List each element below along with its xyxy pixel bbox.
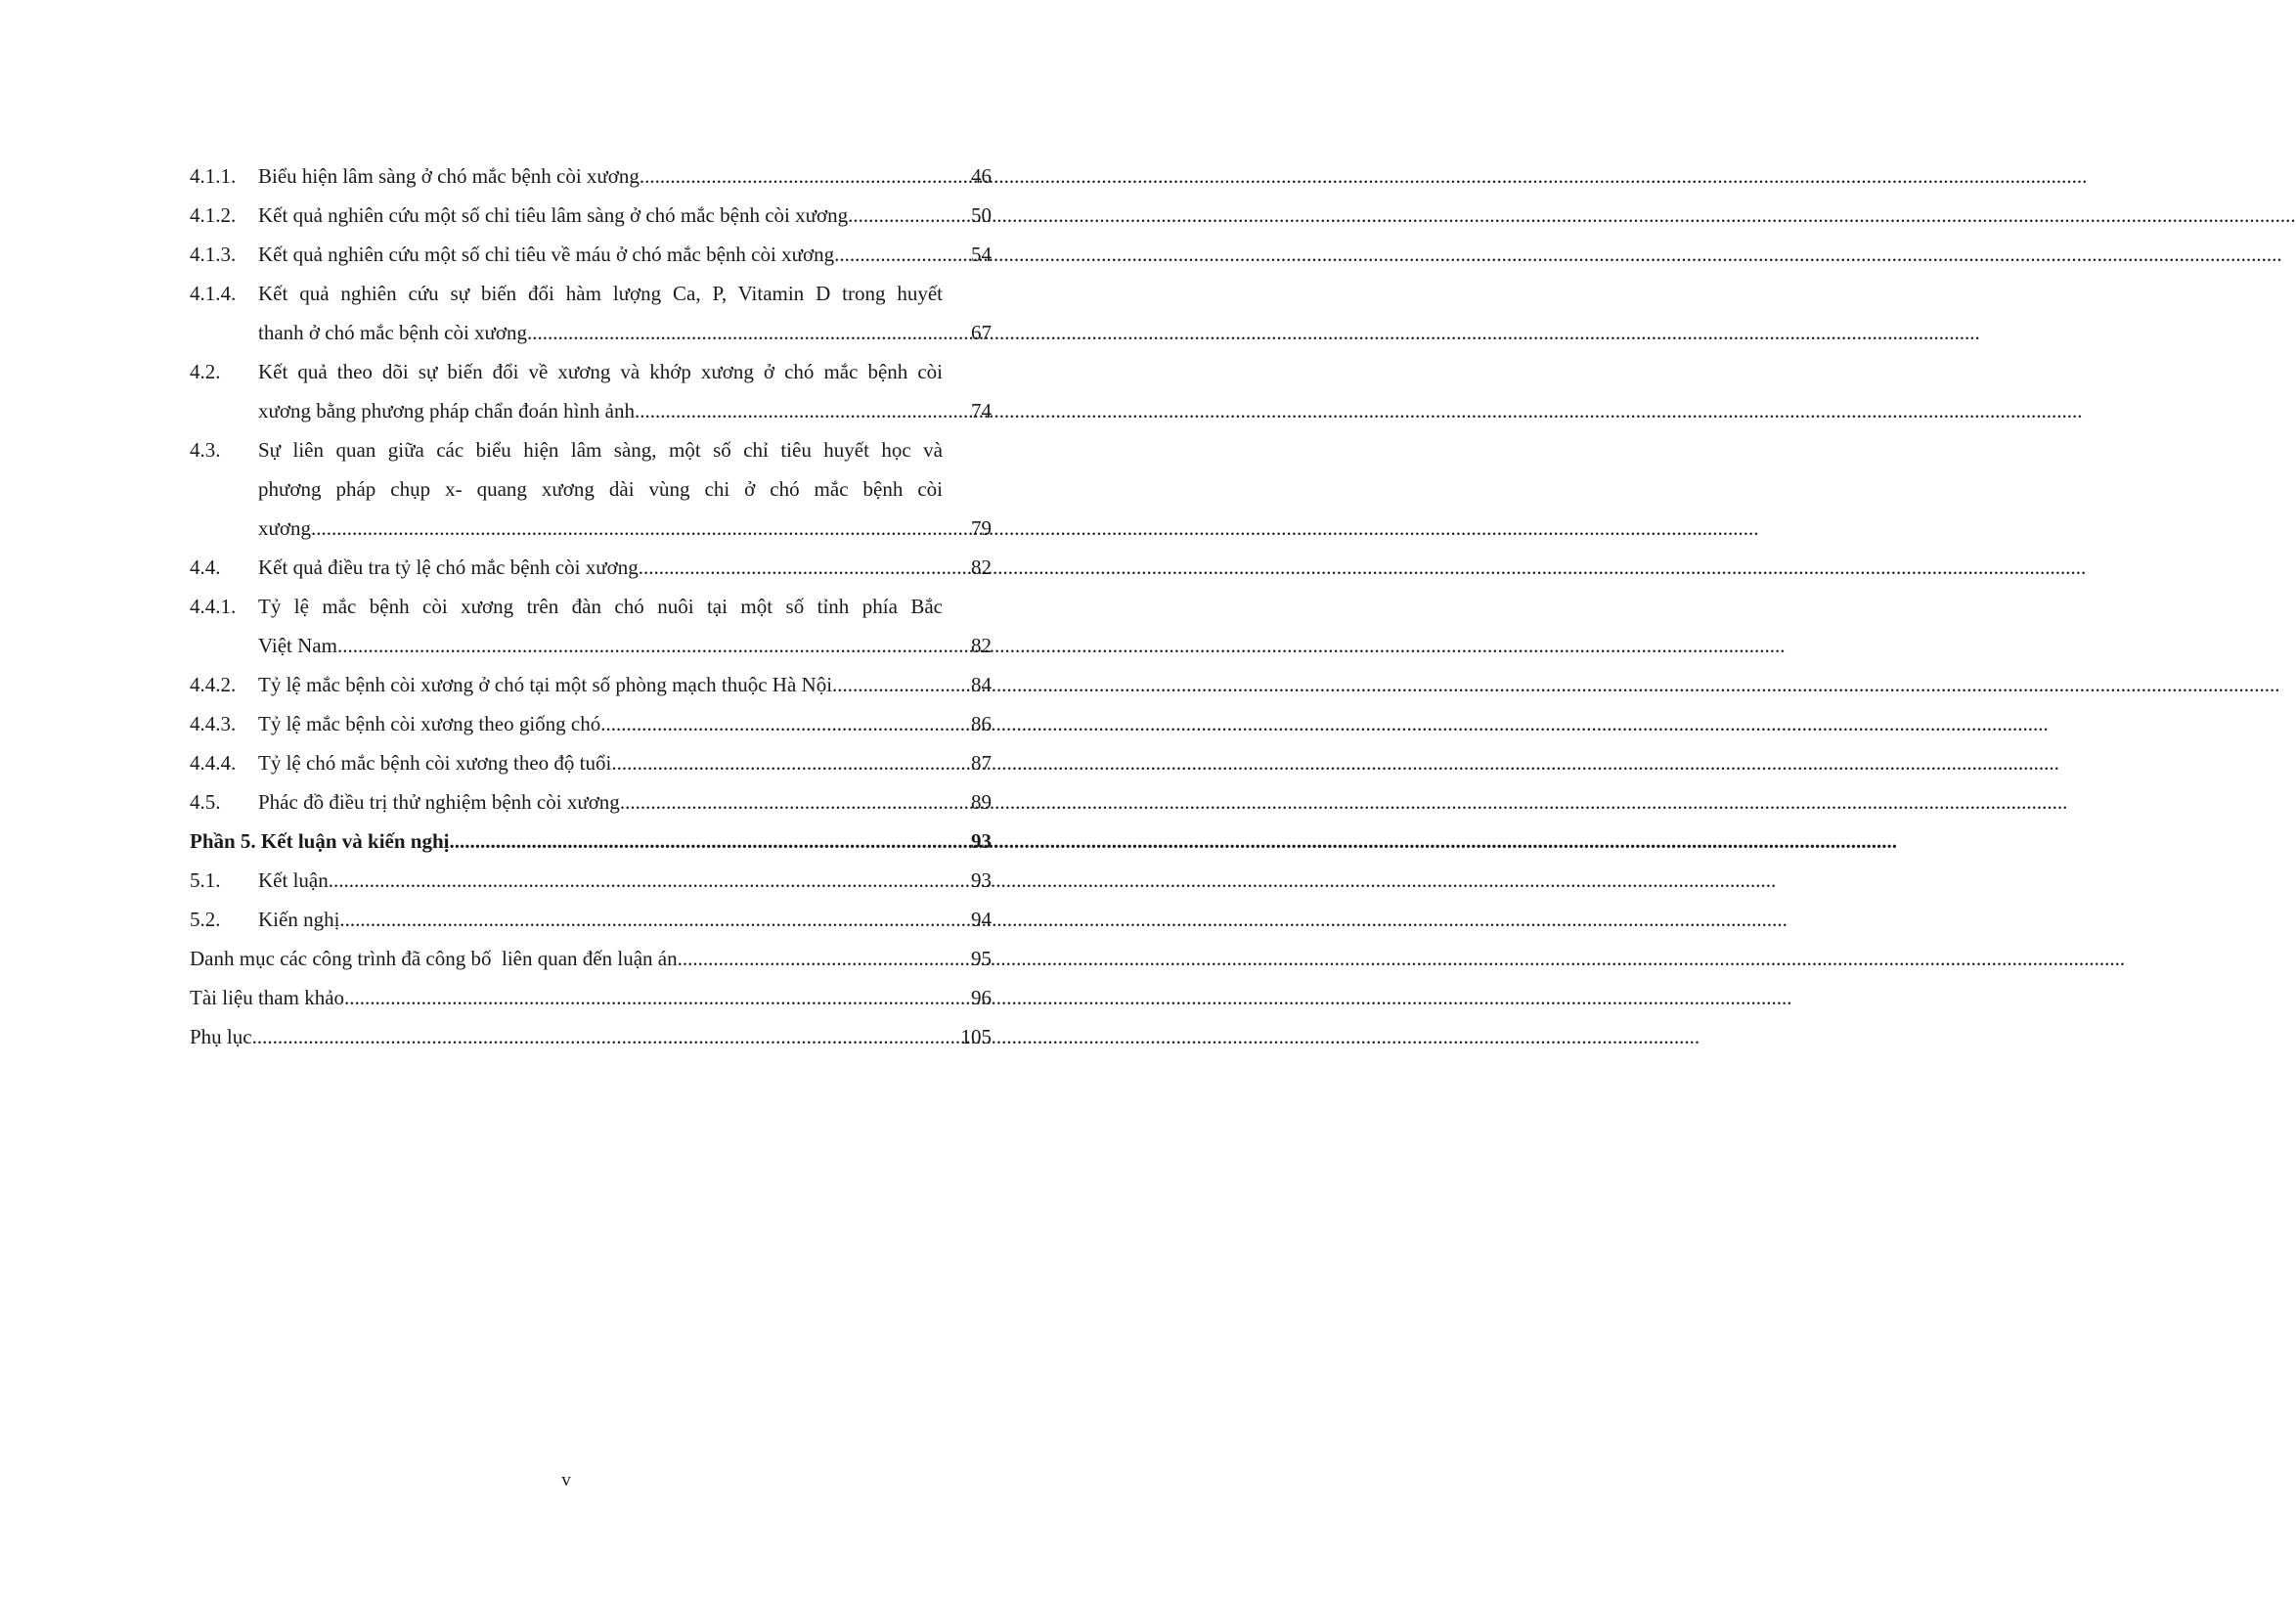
toc-title: Kết quả điều tra tỷ lệ chó mắc bệnh còi xương [258,556,639,579]
toc-title: Phụ lục [190,1025,252,1048]
toc-entry-publications[interactable] [190,939,992,978]
toc-title-line-1: Kết quả nghiên cứu sự biến đổi hàm lượng Ca, P, Vitamin D trong huyết [258,282,943,305]
toc-entry-appendix[interactable] [190,1017,992,1056]
dot-leader [600,704,971,743]
toc-page: 89 [971,790,992,814]
toc-number: 4.4.1. [190,595,237,618]
toc-number: 5.2. [190,908,221,931]
dot-leader [635,391,971,430]
toc-page: 94 [971,908,992,931]
toc-entry-4-4[interactable] [190,548,992,587]
toc-title-line-2: phương pháp chụp x- quang xương dài vùng chi ở chó mắc bệnh còi [258,477,943,501]
toc-title: Phác đồ điều trị thử nghiệm bệnh còi xương [258,790,620,814]
toc-page: 93 [971,868,992,892]
dot-leader [252,1017,961,1056]
dot-leader [532,313,971,352]
toc-entry-4-1-3[interactable] [190,235,992,274]
toc-page: 54 [971,243,992,266]
toc-title: Kết quả nghiên cứu một số chỉ tiêu lâm sàng ở chó mắc bệnh còi xương [258,203,849,227]
toc-title-line-1: Kết quả theo dõi sự biến đổi về xương và khớp xương ở chó mắc bệnh còi [258,360,943,383]
toc-entry-references[interactable] [190,978,992,1017]
toc-entry-4-4-1[interactable] [190,587,992,665]
toc-entry-5-2[interactable] [190,900,992,939]
toc-title: Tỷ lệ mắc bệnh còi xương ở chó tại một số phòng mạch thuộc Hà Nội [258,673,833,696]
toc-entry-4-4-2[interactable] [190,665,992,704]
toc-title-line-2: xương bằng phương pháp chẩn đoán hình ảnh [258,399,635,422]
toc-entry-4-4-4[interactable] [190,743,992,782]
toc-number: 4.4.3. [190,712,237,735]
dot-leader [639,548,971,587]
toc-title: Kiến nghị [258,908,340,931]
toc-entry-part-5[interactable] [190,822,992,861]
toc-page: 74 [971,399,992,422]
toc-number: 4.5. [190,790,221,814]
toc-title: Tỷ lệ mắc bệnh còi xương theo giống chó [258,712,601,735]
dot-leader [344,978,971,1017]
toc-number: 4.2. [190,360,221,383]
toc-entry-4-3[interactable] [190,430,992,548]
dot-leader [678,939,971,978]
toc-title: Kết quả nghiên cứu một số chỉ tiêu về máu ở chó mắc bệnh còi xương [258,243,835,266]
toc-number: 4.4.4. [190,751,237,775]
table-of-contents [190,156,992,1056]
toc-title-line-3: xương [258,516,311,540]
toc-title-line-2: Việt Nam [258,634,337,657]
toc-page: 79 [971,516,992,540]
dot-leader [329,861,971,900]
toc-entry-5-1[interactable] [190,861,992,900]
toc-title-line-2: thanh ở chó mắc bệnh còi xương. [258,321,533,344]
dot-leader [611,743,971,782]
toc-number: 4.1.1. [190,164,237,188]
dot-leader [640,156,971,196]
dot-leader [337,626,971,665]
toc-number: 4.1.3. [190,243,237,266]
toc-page: 46 [971,164,992,188]
toc-number: 4.1.4. [190,282,237,305]
dot-leader [848,196,971,235]
toc-entry-4-1-4[interactable] [190,274,992,352]
toc-page: 84 [971,673,992,696]
toc-page: 95 [971,947,992,970]
dot-leader [339,900,971,939]
toc-title: Kết luận [258,868,329,892]
toc-number: 4.4. [190,556,221,579]
toc-page: 82 [971,634,992,657]
toc-page: 82 [971,556,992,579]
toc-entry-4-1-1[interactable] [190,156,992,196]
toc-number: 4.4.2. [190,673,237,696]
toc-number: 5.1. [190,868,221,892]
dot-leader [832,665,971,704]
toc-entry-4-2[interactable] [190,352,992,430]
dot-leader [620,782,971,822]
page-number: v [561,1470,571,1490]
toc-page: 86 [971,712,992,735]
toc-title: Danh mục các công trình đã công bố liên quan đến luận án [190,947,678,970]
toc-title: Phần 5. Kết luận và kiến nghị [190,829,450,853]
toc-page: 67 [971,321,992,344]
toc-title: Tài liệu tham khảo [190,986,345,1009]
toc-number: 4.3. [190,438,221,462]
toc-entry-4-4-3[interactable] [190,704,992,743]
toc-page: 96 [971,986,992,1009]
toc-entry-4-1-2[interactable] [190,196,992,235]
toc-number: 4.1.2. [190,203,237,227]
toc-page: 87 [971,751,992,775]
toc-title-line-1: Sự liên quan giữa các biểu hiện lâm sàng, một số chỉ tiêu huyết học và [258,438,943,462]
dot-leader [834,235,971,274]
dot-leader [311,509,971,548]
dot-leader [449,822,971,861]
toc-page: 50 [971,203,992,227]
toc-title-line-1: Tỷ lệ mắc bệnh còi xương trên đàn chó nuôi tại một số tỉnh phía Bắc [258,595,943,618]
toc-entry-4-5[interactable] [190,782,992,822]
toc-page: 105 [960,1025,992,1048]
toc-page: 93 [971,829,992,853]
toc-title: Biểu hiện lâm sàng ở chó mắc bệnh còi xương [258,164,640,188]
toc-title: Tỷ lệ chó mắc bệnh còi xương theo độ tuổi [258,751,612,775]
